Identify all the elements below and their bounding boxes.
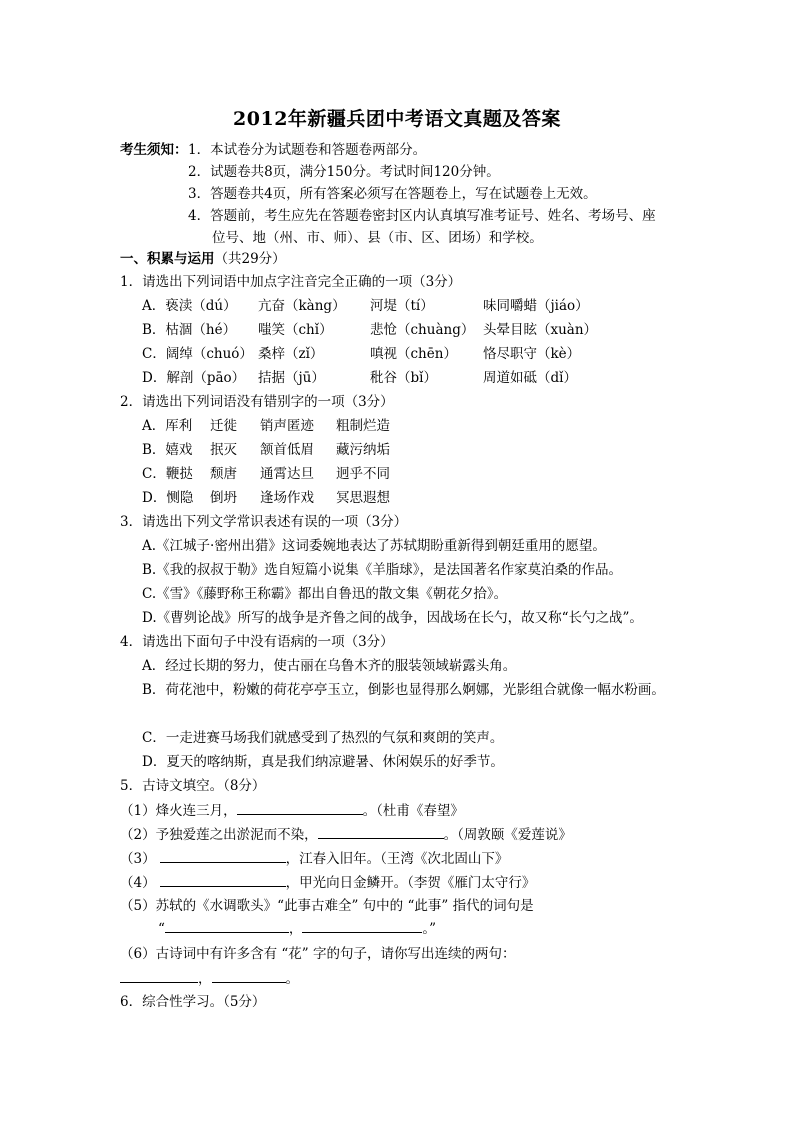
q2-c-word-4: 迥乎不同 [336,466,390,482]
q5-line-1 [120,800,464,821]
q4-option-b: B．荷花池中，粉嫩的荷花亭亭玉立，倒影也显得那么婀娜，光影组合就像一幅水粉画。 [142,682,665,698]
q2-d-word-1: D．恻隐 [142,490,194,506]
q2-d-word-2: 倒坍 [210,490,237,506]
section-points: （共29分） [214,251,286,267]
answer-blank[interactable] [165,918,289,933]
comma: ， [198,971,212,987]
q1-c-word-2: 桑梓（zǐ） [258,346,324,362]
q2-a-word-4: 粗制烂造 [336,418,390,434]
question-4-stem: 4．请选出下面句子中没有语病的一项（3分） [120,634,394,650]
q3-option-a: A.《江城子·密州出猎》这词委婉地表达了苏轼期盼重新得到朝廷重用的愿望。 [142,538,606,554]
q5-line-3 [120,848,508,869]
question-1-stem: 1．请选出下列词语中加点字注音完全正确的一项（3分） [120,274,462,290]
q2-option-a [0,416,794,436]
q2-b-word-1: B．嬉戏 [142,442,193,458]
notice-item-1: 1．本试卷分为试题卷和答题卷两部分。 [188,142,427,158]
q1-b-word-4: 头晕目眩（xuàn） [483,322,598,338]
q1-d-word-1: D．解剖（pāo） [142,370,246,386]
q1-b-word-3: 悲怆（chuàng） [370,322,475,338]
q2-option-c [0,464,794,484]
q2-c-word-3: 通霄达旦 [260,466,314,482]
q1-a-word-1: A．亵渎（dú） [142,298,237,314]
q1-a-word-3: 河堤（tí） [370,298,434,314]
answer-blank[interactable] [160,872,286,887]
q5-4-prefix: （4） [120,875,156,891]
q3-option-c: C.《雪》《藤野称王称霸》都出自鲁迅的散文集《朝花夕拾》。 [142,586,508,602]
q4-option-a: A．经过长期的努力，使古丽在乌鲁木齐的服装领域崭露头角。 [142,658,517,674]
q4-option-d: D．夏天的喀纳斯，真是我们纳凉避暑、休闲娱乐的好季节。 [142,754,504,770]
notice-item-3: 3．答题卷共4页，所有答案必须写在答题卷上，写在试题卷上无效。 [188,186,597,202]
q5-4-suffix: ，甲光向日金鳞开。（李贺《雁门太守行》 [285,875,536,891]
answer-blank[interactable] [120,968,198,983]
q2-c-word-2: 颓唐 [210,466,237,482]
q2-b-word-3: 颔首低眉 [260,442,314,458]
q1-d-word-3: 秕谷（bǐ） [370,370,437,386]
q1-a-word-2: 亢奋（kàng） [258,298,346,314]
notice-label: 考生须知： [120,142,188,158]
q1-c-word-1: C．阔绰（chuó） [142,346,253,362]
answer-blank[interactable] [318,824,444,839]
q2-a-word-2: 迁徙 [210,418,237,434]
q2-b-word-2: 抿灭 [210,442,237,458]
q1-b-word-2: 嗤笑（chǐ） [258,322,333,338]
q1-b-word-1: B．枯涸（hé） [142,322,237,338]
q5-2-prefix: （2）予独爱莲之出淤泥而不染， [120,827,318,843]
comma: ， [288,921,303,937]
q5-3-prefix: （3） [120,851,156,867]
q2-a-word-3: 销声匿迹 [260,418,314,434]
question-6-stem: 6．综合性学习。（5分） [120,994,266,1010]
answer-blank[interactable] [302,918,422,933]
q2-option-d [0,488,794,508]
q1-option-a [0,296,794,316]
q1-d-word-2: 拮据（jū） [258,370,325,386]
q3-option-d: D.《曹刿论战》所写的战争是齐鲁之间的战争，因战场在长勺，故又称“长勺之战”。 [142,610,643,626]
close-quote: 。” [422,921,437,937]
question-3-stem: 3．请选出下列文学常识表述有误的一项（3分） [120,514,408,530]
q2-option-b [0,440,794,460]
q2-a-word-1: A．厍利 [142,418,193,434]
notice-item-4: 4．答题前，考生应先在答题卷密封区内认真填写准考证号、姓名、考场号、座 [188,208,656,224]
q1-option-c [0,344,794,364]
q5-3-suffix: ，江春入旧年。（王湾《次北固山下》 [285,851,509,867]
question-5-stem: 5．古诗文填空。（8分） [120,778,266,794]
notice-item-4-cont: 位号、地（州、市、师）、县（市、区、团场）和学校。 [212,230,543,246]
q2-d-word-3: 逢场作戏 [260,490,314,506]
q2-d-word-4: 冥思遐想 [336,490,390,506]
notice-item-2: 2．试题卷共8页，满分150分。考试时间120分钟。 [188,164,500,180]
q1-d-word-4: 周道如砥（dǐ） [483,370,577,386]
q1-c-word-3: 嗔视（chēn） [370,346,457,362]
answer-blank[interactable] [212,968,286,983]
q5-1-suffix: 。（杜甫《春望》 [362,803,464,819]
answer-blank[interactable] [160,848,286,863]
q5-line-5: （5）苏轼的《水调歌头》“此事古难全” 句中的 “此事” 指代的词句是 [120,898,534,914]
open-quote: “ [158,921,165,937]
q1-option-d [0,368,794,388]
q4-option-c: C．一走进赛马场我们就感受到了热烈的气氛和爽朗的笑声。 [142,730,504,746]
q2-b-word-4: 藏污纳垢 [336,442,390,458]
q5-line-4 [120,872,535,893]
section-title: 一、积累与运用 [120,251,215,267]
q1-a-word-4: 味同嚼蜡（jiáo） [483,298,589,314]
q5-1-prefix: （1）烽火连三月， [120,803,237,819]
q1-option-b [0,320,794,340]
q2-c-word-1: C．鞭挞 [142,466,193,482]
q5-2-suffix: 。（周敦颐《爱莲说》 [443,827,572,843]
q3-option-b: B.《我的叔叔于勒》选自短篇小说集《羊脂球》，是法国著名作家莫泊桑的作品。 [142,562,622,578]
question-2-stem: 2．请选出下列词语没有错别字的一项（3分） [120,394,394,410]
q5-line-6-answer [120,968,299,989]
answer-blank[interactable] [237,800,363,815]
period: 。 [285,971,299,987]
q5-line-6: （6）古诗词中有许多含有 “花” 字的句子，请你写出连续的两句： [120,946,516,962]
q5-line-5-answer [158,918,436,939]
q1-c-word-4: 恪尽职守（kè） [483,346,581,362]
section-heading [120,249,286,269]
q5-line-2 [120,824,572,845]
page-title: 2012年新疆兵团中考语文真题及答案 [233,108,561,130]
